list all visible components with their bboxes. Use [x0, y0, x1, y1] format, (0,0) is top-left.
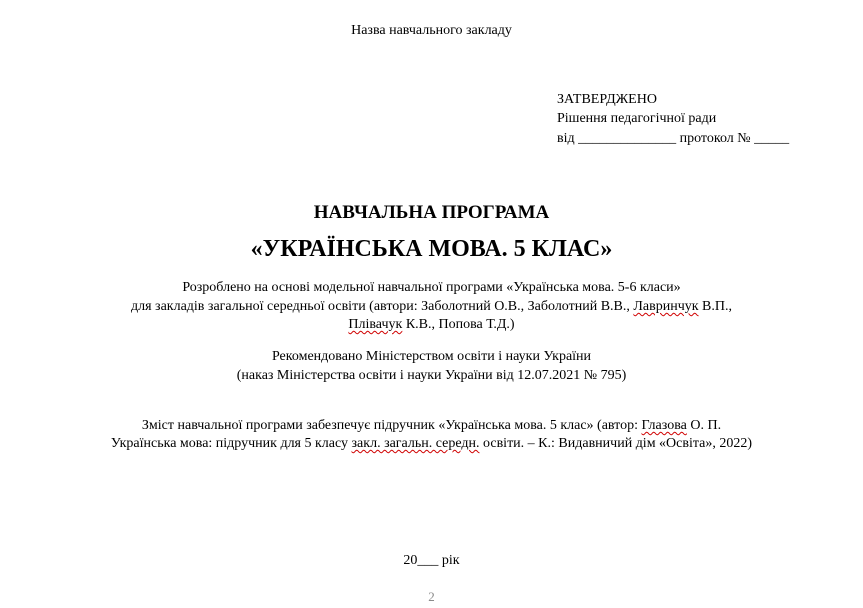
recommendation-line-2: (наказ Міністерства освіти і науки України від 12.07.2021 № 795) — [236, 368, 627, 383]
spellcheck-flagged-word: Плівачук — [348, 317, 403, 332]
program-title: НАВЧАЛЬНА ПРОГРАМА — [313, 202, 550, 223]
textbook-line-1-start: Зміст навчальної програми забезпечує підручник «Українська мова. 5 клас» (автор: — [141, 418, 642, 433]
basis-line-1: Розроблено на основі модельної навчальної програми «Українська мова. 5-6 класи» — [182, 280, 681, 295]
textbook-line-1 — [0, 417, 863, 434]
textbook-line-2 — [0, 435, 863, 452]
page-number: 2 — [428, 589, 435, 604]
approval-date-protocol — [557, 130, 789, 147]
textbook-line-1-end: О. П. — [686, 418, 722, 433]
year-blank: ___ — [417, 553, 439, 568]
approval-date-label: від — [557, 131, 575, 146]
approval-date-blank: ______________ — [578, 131, 677, 146]
spellcheck-flagged-word: Лавринчук — [633, 299, 699, 314]
spellcheck-flagged-words: закл. загальн. середн. — [351, 436, 480, 451]
basis-line-2-end: В.П., — [698, 299, 732, 314]
basis-line-2-start: для закладів загальної середньої освіти (автори: Заболотний О.В., Заболотний В.В., — [131, 299, 634, 314]
basis-line-2 — [0, 298, 863, 315]
year-prefix: 20 — [403, 553, 418, 568]
approval-protocol-blank: _____ — [754, 131, 790, 146]
textbook-line-2-start: Українська мова: підручник для 5 класу — [110, 436, 352, 451]
institution-name: Назва навчального закладу — [351, 23, 512, 38]
year-line — [0, 552, 863, 569]
spellcheck-flagged-word: Глазова — [641, 418, 687, 433]
approval-heading: ЗАТВЕРДЖЕНО — [557, 92, 657, 107]
basis-line-3-end: К.В., Попова Т.Д.) — [402, 317, 515, 332]
approval-protocol-label: протокол № — [679, 131, 751, 146]
textbook-line-2-end: освіти. – К.: Видавничий дім «Освіта», 2022) — [479, 436, 753, 451]
approval-decision: Рішення педагогічної ради — [557, 111, 717, 126]
year-suffix: рік — [438, 553, 460, 568]
program-subject-title: «УКРАЇНСЬКА МОВА. 5 КЛАС» — [250, 236, 613, 262]
basis-line-3 — [0, 316, 863, 333]
recommendation-line-1: Рекомендовано Міністерством освіти і науки України — [271, 349, 592, 364]
